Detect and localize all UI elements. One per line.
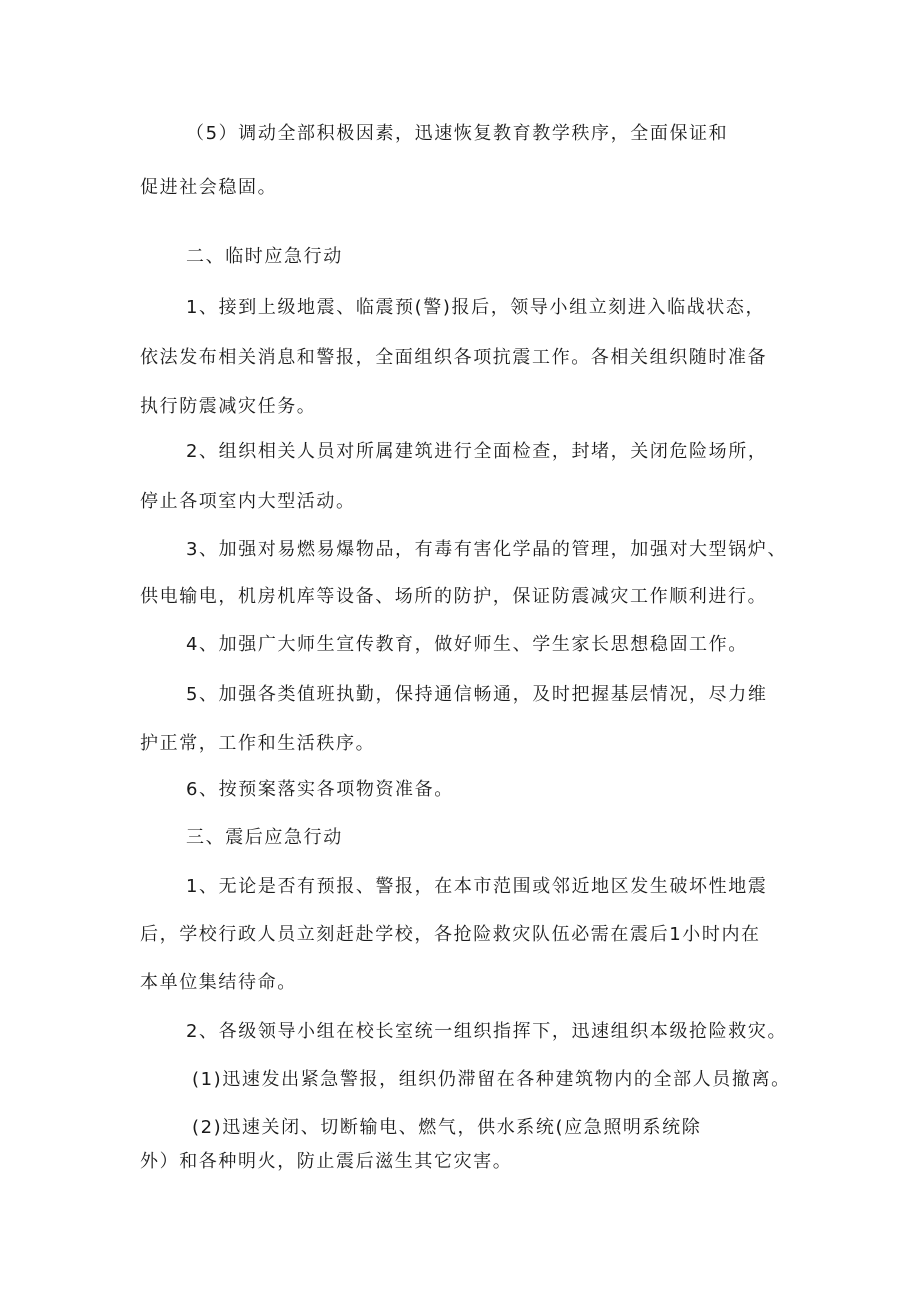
text-line: 依法发布相关消息和警报，全面组织各项抗震工作。各相关组织随时准备: [140, 347, 768, 368]
text-line: 5、加强各类值班执勤，保持通信畅通，及时把握基层情况，尽力维: [186, 684, 768, 705]
section-heading: 三、震后应急行动: [186, 827, 343, 848]
text-line: （5）调动全部积极因素，迅速恢复教育教学秩序，全面保证和: [186, 123, 729, 144]
text-line: 1、接到上级地震、临震预(警)报后，领导小组立刻进入临战状态，: [186, 297, 766, 318]
text-line: (2)迅速关闭、切断输电、燃气，供水系统(应急照明系统除: [192, 1117, 702, 1138]
text-line: 执行防震减灾任务。: [140, 396, 317, 417]
text-line: 1、无论是否有预报、警报，在本市范围或邻近地区发生破坏性地震: [186, 876, 768, 897]
text-line: 本单位集结待命。: [140, 972, 297, 993]
text-line: 4、加强广大师生宣传教育，做好师生、学生家长思想稳固工作。: [186, 634, 748, 655]
text-line: 2、各级领导小组在校长室统一组织指挥下，迅速组织本级抢险救灾。: [186, 1021, 788, 1042]
text-line: 后，学校行政人员立刻赶赴学校，各抢险救灾队伍必需在震后1小时内在: [140, 924, 761, 945]
text-line: 3、加强对易燃易爆物品，有毒有害化学晶的管理，加强对大型锅炉、: [186, 539, 788, 560]
section-heading: 二、临时应急行动: [186, 246, 343, 267]
text-line: 促进社会稳固。: [140, 177, 278, 198]
text-line: 2、组织相关人员对所属建筑进行全面检查，封堵，关闭危险场所，: [186, 441, 768, 462]
text-line: 供电输电，机房机库等设备、场所的防护，保证防震减灾工作顺利进行。: [140, 586, 768, 607]
text-line: (1)迅速发出紧急警报，组织仍滞留在各种建筑物内的全部人员撤离。: [192, 1069, 791, 1090]
text-line: 外）和各种明火，防止震后滋生其它灾害。: [140, 1151, 513, 1172]
text-line: 6、按预案落实各项物资准备。: [186, 779, 454, 800]
text-line: 停止各项室内大型活动。: [140, 491, 356, 512]
text-line: 护正常，工作和生活秩序。: [140, 733, 376, 754]
